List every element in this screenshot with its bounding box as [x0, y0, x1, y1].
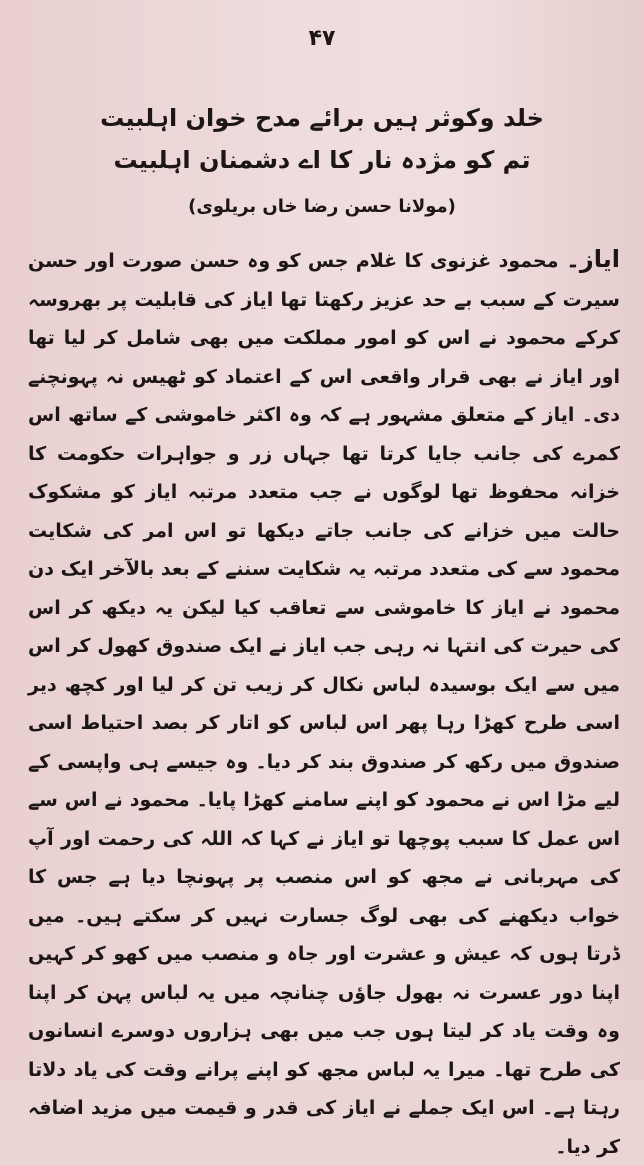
poet-attribution: (مولانا حسن رضا خاں بریلوی): [188, 196, 456, 217]
body-paragraph: [28, 240, 620, 1166]
entry-heading: ایاز۔: [565, 245, 620, 273]
verse-line-2: تم کو مژدہ نار کا اے دشمنان اہلبیت: [113, 146, 531, 174]
body-text: محمود غزنوی کا غلام جس کو وہ حسن صورت اور حسن سیرت کے سبب بے حد عزیز رکھتا تھا ایاز کی قابلیت پر بھروسہ کرکے محمود نے اس کو امور مملکت میں بھی شامل کر لیا تھا اور ایاز نے بھی قرار واقعی اس کے اعتماد کو ٹھیس نہ پہونچنے دی۔ ایاز کے متعلق مشہور ہے کہ وہ اکثر خاموشی کے ساتھ اس کمرے کی جانب جایا کرتا تھا جہاں زر و جواہرات حکومت کا خزانہ محفوظ تھا لوگوں نے جب متعدد مرتبہ ایاز کو مشکوک حالت میں خزانے کی جانب جاتے دیکھا تو اس امر کی شکایت محمود سے کی متعدد مرتبہ یہ شکایت سننے کے بعد بالآخر ایک دن محمود نے ایاز کا خاموشی سے تعاقب کیا لیکن یہ دیکھ کر اس کی حیرت کی انتہا نہ رہی جب ایاز نے ایک صندوق کھول کر اس میں سے ایک بوسیدہ لباس نکال کر زیب تن کر لیا اور کچھ دیر اسی طرح کھڑا رہا پھر اس لباس کو اتار کر بصد احتیاط اسی صندوق میں رکھ کر صندوق بند کر دیا۔ وہ جیسے ہی واپسی کے لیے مڑا اس نے محمود کو اپنے سامنے کھڑا پایا۔ محمود نے اس سے اس عمل کا سبب پوچھا تو ایاز نے کہا کہ اللہ کی رحمت اور آپ کی مہربانی نے مجھ کو اس منصب پر پہونچا دیا ہے جس کا خواب دیکھنے کی بھی لوگ جسارت نہیں کر سکتے ہیں۔ میں ڈرتا ہوں کہ عیش و عشرت اور جاہ و منصب میں کھو کر کہیں اپنا دور عسرت نہ بھول جاؤں چنانچہ میں یہ لباس پہن کر اپنا وہ وقت یاد کر لیتا ہوں جب میں بھی ہزاروں دوسرے انسانوں کی طرح تھا۔ میرا یہ لباس مجھ کو اپنے پرانے وقت کی یاد دلاتا رہتا ہے۔ اس ایک جملے نے ایاز کی قدر و قیمت میں مزید اضافہ کر دیا۔: [28, 250, 620, 1158]
verse-line-1: خلد وکوثر ہیں برائے مدح خوان اہلبیت: [100, 104, 544, 132]
page-number: ۴۷: [308, 26, 336, 51]
